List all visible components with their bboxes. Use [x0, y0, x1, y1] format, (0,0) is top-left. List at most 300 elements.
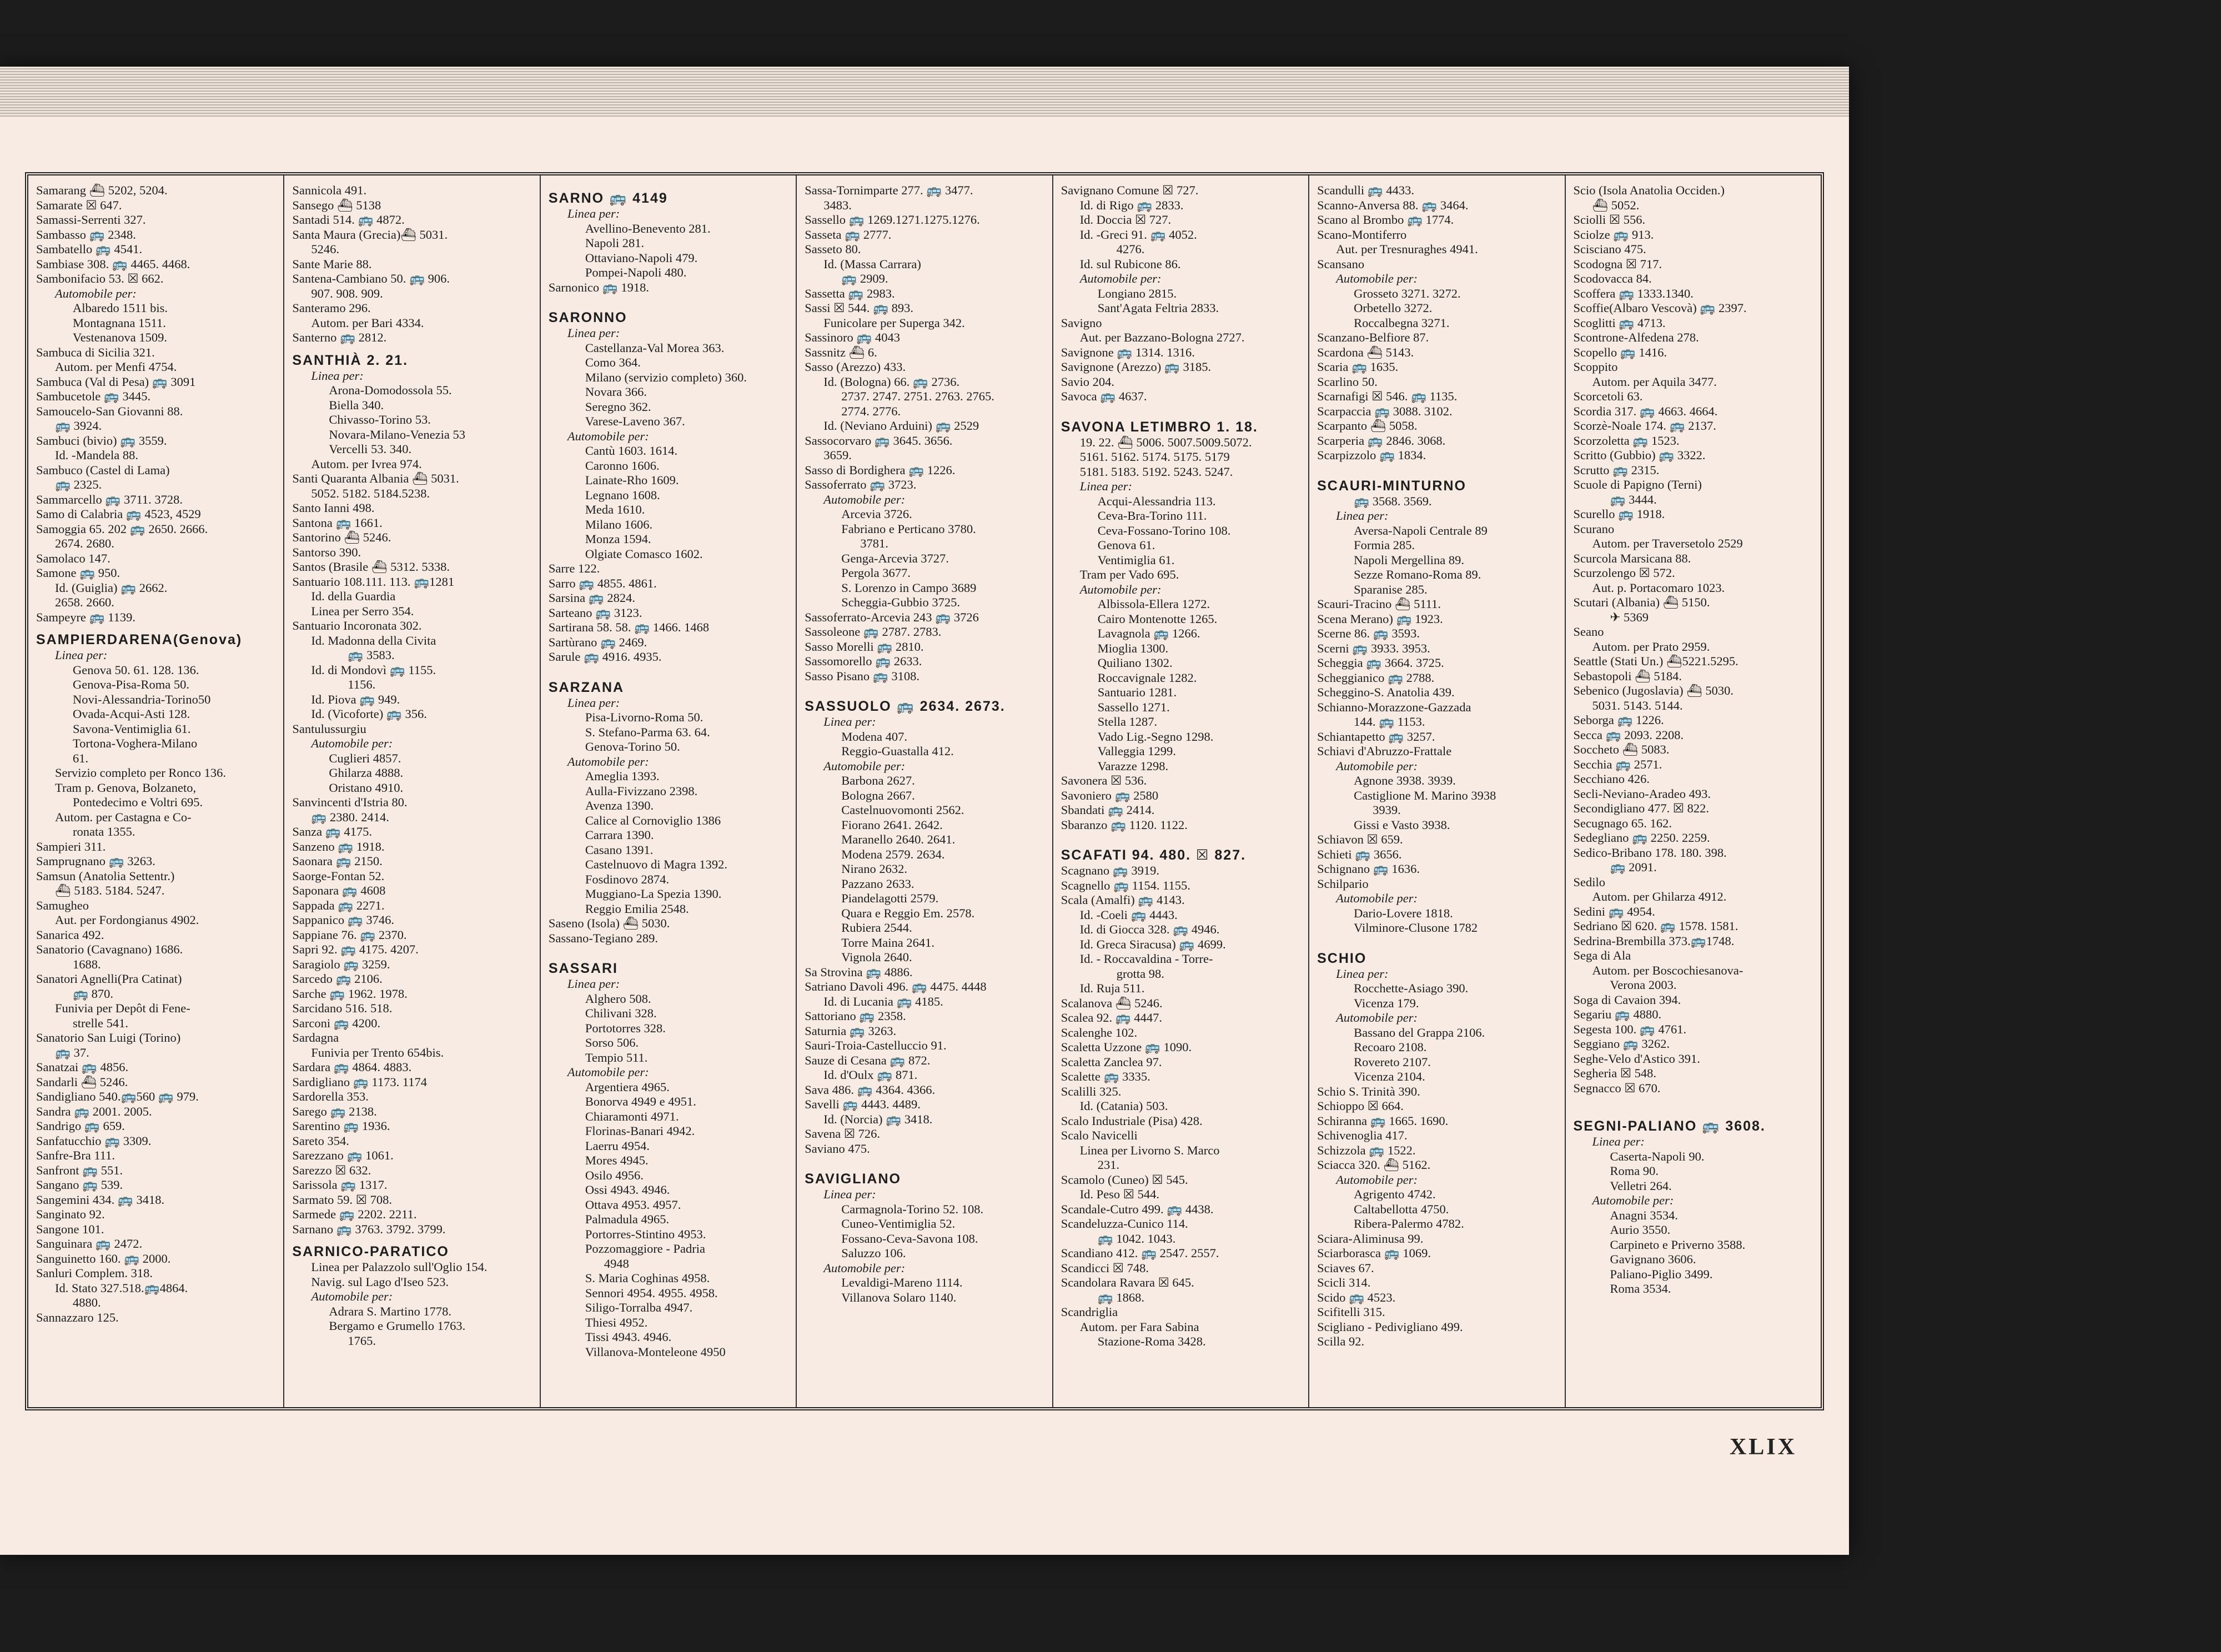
index-entry: Saponara 🚌 4608: [292, 883, 386, 897]
index-entry: Schianno-Morazzone-Gazzada: [1317, 700, 1471, 714]
index-entry: Santulussurgiu: [292, 721, 366, 736]
index-entry: Sansego ⛴ 5138: [292, 198, 381, 212]
index-entry: Sarcidano 516. 518.: [292, 1001, 393, 1015]
index-entry: Cairo Montenotte 1265.: [1097, 611, 1218, 626]
index-entry: Sappanico 🚌 3746.: [292, 913, 395, 927]
index-entry: 🚌 3444.: [1610, 492, 1657, 506]
index-entry: Scardona ⛴ 5143.: [1317, 345, 1414, 359]
index-entry: Scido 🚌 4523.: [1317, 1290, 1396, 1304]
index-entry: Santuario 1281.: [1097, 685, 1177, 699]
index-entry: Dario-Lovere 1818.: [1354, 906, 1453, 920]
entry-subheading: Automobile per:: [1336, 759, 1418, 773]
index-entry: Saorge-Fontan 52.: [292, 868, 385, 883]
index-entry: Sambasso 🚌 2348.: [36, 227, 136, 242]
index-entry: Sambonifacio 53. ☒ 662.: [36, 272, 164, 285]
index-entry: Samugheo: [36, 898, 89, 912]
column-7: [1566, 175, 1821, 1407]
index-entry: Ossi 4943. 4946.: [585, 1183, 670, 1197]
index-entry: Scaria 🚌 1635.: [1317, 360, 1399, 374]
index-entry: Scorcetoli 63.: [1573, 389, 1643, 403]
index-entry: Laerru 4954.: [585, 1138, 650, 1153]
index-entry: 🚌 3568. 3569.: [1354, 494, 1432, 508]
index-entry: Sassi ☒ 544. 🚌 893.: [805, 301, 913, 315]
index-entry: Autom. per Aquila 3477.: [1592, 374, 1717, 389]
spacer: [1061, 404, 1302, 412]
entry-subheading: Automobile per:: [1336, 1172, 1418, 1187]
index-entry: Sanatori Agnelli(Pra Catinat): [36, 972, 182, 986]
index-entry: Scerni 🚌 3933. 3953.: [1317, 641, 1430, 655]
index-entry: Vado Lig.-Segno 1298.: [1097, 729, 1214, 744]
column-1: [28, 175, 284, 1407]
index-entry: Siligo-Torralba 4947.: [585, 1300, 693, 1314]
index-entry: Sambuca (Val di Pesa) 🚌 3091: [36, 374, 196, 389]
page-number: XLIX: [1730, 1434, 1797, 1460]
index-entry: Vignola 2640.: [841, 950, 912, 964]
index-entry: Schiavon ☒ 659.: [1317, 832, 1403, 846]
index-entry: 3939.: [1373, 803, 1401, 817]
index-entry: Savignano Comune ☒ 727.: [1061, 183, 1199, 197]
index-entry: Sandigliano 540.🚌560 🚌 979.: [36, 1089, 199, 1103]
index-entry: Scandulli 🚌 4433.: [1317, 183, 1414, 197]
index-entry: Caronno 1606.: [585, 458, 660, 473]
index-entry: Samone 🚌 950.: [36, 566, 120, 580]
index-entry: Servizio completo per Ronco 136.: [55, 766, 227, 780]
index-entry: 5161. 5162. 5174. 5175. 5179: [1079, 450, 1230, 464]
index-entry: Scilla 92.: [1317, 1334, 1365, 1348]
index-entry: Sanluri Complem. 318.: [36, 1266, 153, 1280]
entry-subheading: Linea per:: [311, 368, 364, 383]
index-entry: Santos (Brasile ⛴ 5312. 5338.: [292, 560, 450, 574]
index-entry: Scontrone-Alfedena 278.: [1573, 330, 1699, 344]
index-entry: Carpineto e Priverno 3588.: [1610, 1237, 1746, 1252]
index-entry: Scigliano - Pedivigliano 499.: [1317, 1319, 1463, 1334]
index-entry: Sartirana 58. 58. 🚌 1466. 1468: [548, 620, 710, 634]
index-entry: Santerno 🚌 2812.: [292, 330, 387, 344]
entry-subheading: Linea per:: [1336, 966, 1389, 981]
index-entry: Grosseto 3271. 3272.: [1354, 286, 1461, 300]
index-entry: Sedini 🚌 4954.: [1573, 904, 1655, 918]
index-entry: Aurio 3550.: [1610, 1223, 1671, 1237]
index-entry: Sanvincenti d'Istria 80.: [292, 795, 408, 809]
index-entry: Sanfront 🚌 551.: [36, 1163, 123, 1177]
index-entry: Scalilli 325.: [1061, 1084, 1122, 1098]
index-entry: Funivia per Depôt di Fene-: [55, 1001, 190, 1015]
index-entry: Albissola-Ellera 1272.: [1097, 597, 1210, 611]
index-entry: Genova-Torino 50.: [585, 740, 680, 754]
index-entry: Sennori 4954. 4955. 4958.: [585, 1286, 718, 1300]
index-entry: Secugnago 65. 162.: [1573, 816, 1672, 830]
index-entry: Scarperia 🚌 2846. 3068.: [1317, 433, 1446, 448]
column-3: [541, 175, 797, 1407]
index-entry: Samassi-Serrenti 327.: [36, 213, 146, 227]
index-entry: Sassello 1271.: [1097, 700, 1170, 714]
index-entry: Montagnana 1511.: [73, 315, 166, 330]
index-entry: Sarezzano 🚌 1061.: [292, 1148, 394, 1162]
index-entry: Ventimiglia 61.: [1097, 553, 1175, 567]
index-entry: Sciolli ☒ 556.: [1573, 213, 1646, 227]
index-entry: 1765.: [348, 1333, 376, 1348]
column-2: [284, 175, 540, 1407]
entry-heading: SAVONA LETIMBRO 1. 18.: [1061, 419, 1258, 435]
index-entry: Chilivani 328.: [585, 1006, 657, 1020]
index-entry: Sardorella 353.: [292, 1089, 369, 1103]
index-entry: Id. (Catania) 503.: [1079, 1099, 1168, 1113]
index-entry: Savoca 🚌 4637.: [1061, 389, 1147, 403]
entry-subheading: Linea per:: [1592, 1134, 1645, 1148]
index-entry: Scauri-Tracino ⛴ 5111.: [1317, 597, 1441, 611]
index-entry: Modena 2579. 2634.: [841, 847, 945, 861]
index-entry: Samoucelo-San Giovanni 88.: [36, 404, 183, 418]
index-entry: Secca 🚌 2093. 2208.: [1573, 727, 1684, 742]
index-entry: Sassetta 🚌 2983.: [805, 286, 895, 300]
index-entry: 2774. 2776.: [841, 404, 901, 418]
index-entry: Id. (Massa Carrara): [823, 257, 921, 271]
index-entry: Sannicola 491.: [292, 183, 367, 197]
index-entry: Sassoferrato-Arcevia 243 🚌 3726: [805, 610, 979, 624]
index-entry: Sambiase 308. 🚌 4465. 4468.: [36, 257, 190, 271]
index-entry: Santadi 514. 🚌 4872.: [292, 213, 405, 227]
index-entry: Carmagnola-Torino 52. 108.: [841, 1202, 984, 1216]
index-entry: Scalea 92. 🚌 4447.: [1061, 1011, 1163, 1025]
index-entry: Avenza 1390.: [585, 799, 654, 812]
index-entry: Sauri-Troia-Castelluccio 91.: [805, 1038, 947, 1052]
index-entry: Roccavignale 1282.: [1097, 670, 1197, 685]
index-entry: Sarezzo ☒ 632.: [292, 1163, 371, 1177]
index-entry: Scaletta Uzzone 🚌 1090.: [1061, 1040, 1192, 1054]
index-entry: Chivasso-Torino 53.: [329, 413, 431, 426]
index-entry: Sassoleone 🚌 2787. 2783.: [805, 625, 942, 639]
index-entry: Autom. per Traversetolo 2529: [1592, 536, 1743, 550]
index-entry: Id. d'Oulx 🚌 871.: [823, 1068, 918, 1082]
index-entry: Sanatorio San Luigi (Torino): [36, 1031, 181, 1045]
index-entry: Tram per Vado 695.: [1079, 568, 1179, 581]
index-entry: 19. 22. ⛴ 5006. 5007.5009.5072.: [1079, 435, 1252, 449]
index-entry: Sandarli ⛴ 5246.: [36, 1074, 128, 1089]
index-entry: Autom. per Prato 2959.: [1592, 639, 1710, 654]
index-entry: Sanguinetto 160. 🚌 2000.: [36, 1251, 171, 1266]
index-entry: 3483.: [823, 198, 852, 212]
index-entry: Id. Piova 🚌 949.: [311, 692, 400, 706]
index-entry: Biella 340.: [329, 398, 384, 412]
index-entry: Scorzoletta 🚌 1523.: [1573, 433, 1680, 448]
index-entry: Paliano-Piglio 3499.: [1610, 1267, 1713, 1281]
index-entry: Sarcedo 🚌 2106.: [292, 972, 383, 986]
index-entry: Sarmede 🚌 2202. 2211.: [292, 1207, 417, 1221]
index-entry: Scio (Isola Anatolia Occiden.): [1573, 183, 1725, 197]
index-entry: Milano (servizio completo) 360.: [585, 370, 747, 384]
index-entry: Saseno (Isola) ⛴ 5030.: [548, 916, 670, 930]
index-entry: Scarlino 50.: [1317, 374, 1378, 389]
index-entry: Scansano: [1317, 257, 1365, 271]
index-entry: Stella 1287.: [1097, 715, 1158, 729]
index-entry: Sparanise 285.: [1354, 582, 1428, 596]
index-entry: Seghe-Velo d'Astico 391.: [1573, 1051, 1700, 1066]
index-entry: Scorzè-Noale 174. 🚌 2137.: [1573, 419, 1716, 433]
entry-heading: SANTHIÀ 2. 21.: [292, 352, 409, 368]
entry-heading: SAMPIERDARENA(Genova): [36, 632, 243, 647]
index-entry: Fossano-Ceva-Savona 108.: [841, 1231, 978, 1246]
index-entry: Sarsina 🚌 2824.: [548, 591, 635, 605]
index-entry: Legnano 1608.: [585, 488, 660, 502]
entry-subheading: Automobile per:: [311, 736, 393, 750]
spacer: [1317, 936, 1557, 943]
index-entry: Scaletta Zanclea 97.: [1061, 1055, 1162, 1069]
index-entry: Alghero 508.: [585, 991, 651, 1006]
index-entry: Roma 3534.: [1610, 1282, 1671, 1296]
index-entry: 🚌 3924.: [55, 419, 102, 433]
index-entry: Satriano Davoli 496. 🚌 4475. 4448: [805, 980, 987, 993]
column-5: [1053, 175, 1309, 1407]
index-entry: Sciarborasca 🚌 1069.: [1317, 1246, 1431, 1260]
index-entry: Sassello 🚌 1269.1271.1275.1276.: [805, 213, 980, 227]
entry-subheading: Automobile per:: [567, 429, 649, 443]
index-entry: Scuole di Papigno (Terni): [1573, 478, 1702, 491]
index-entry: Levaldigi-Mareno 1114.: [841, 1276, 963, 1289]
index-entry: 5246.: [311, 242, 340, 256]
index-entry: Scena Merano) 🚌 1923.: [1317, 611, 1443, 626]
index-entry: Genova 50. 61. 128. 136.: [73, 662, 199, 677]
index-entry: Sampieri 311.: [36, 839, 106, 853]
entry-subheading: Linea per:: [567, 695, 620, 710]
index-entry: Id. Greca Siracusa) 🚌 4699.: [1079, 937, 1226, 951]
index-entry: Tissi 4943. 4946.: [585, 1330, 672, 1344]
index-entry: Sasso (Arezzo) 433.: [805, 360, 906, 374]
entry-subheading: Automobile per:: [311, 1289, 393, 1303]
index-entry: Scutari (Albania) ⛴ 5150.: [1573, 595, 1710, 609]
index-entry: Argentiera 4965.: [585, 1079, 670, 1094]
index-entry: Ovada-Acqui-Asti 128.: [73, 707, 190, 721]
index-entry: Ribera-Palermo 4782.: [1354, 1217, 1464, 1231]
index-entry: Seano: [1573, 625, 1604, 639]
index-entry: Savonera ☒ 536.: [1061, 774, 1147, 787]
index-entry: Sassano-Tegiano 289.: [548, 931, 658, 945]
index-entry: 3659.: [823, 448, 852, 462]
index-entry: Tempio 511.: [585, 1050, 648, 1064]
index-entry: Sammarcello 🚌 3711. 3728.: [36, 492, 183, 506]
index-entry: Scagnano 🚌 3919.: [1061, 863, 1160, 877]
index-entry: Palmadula 4965.: [585, 1212, 670, 1226]
index-entry: Scoffera 🚌 1333.1340.: [1573, 286, 1694, 300]
index-entry: Scoglitti 🚌 4713.: [1573, 315, 1666, 330]
entry-heading: SCAURI-MINTURNO: [1317, 478, 1466, 494]
index-entry: ronata 1355.: [73, 825, 135, 838]
index-entry: Saonara 🚌 2150.: [292, 854, 383, 868]
index-entry: Sarmato 59. ☒ 708.: [292, 1192, 392, 1207]
index-entry: Id. -Greci 91. 🚌 4052.: [1079, 227, 1197, 242]
index-entry: 🚌 2380. 2414.: [311, 810, 389, 824]
index-entry: Scalo Industriale (Pisa) 428.: [1061, 1113, 1203, 1128]
entry-subheading: Automobile per:: [1336, 1011, 1418, 1025]
index-entry: Novara 366.: [585, 385, 647, 399]
index-entry: Sant'Agata Feltria 2833.: [1097, 301, 1219, 315]
index-entry: Sapri 92. 🚌 4175. 4207.: [292, 942, 419, 956]
index-entry: Savoniero 🚌 2580: [1061, 788, 1159, 802]
index-entry: 1688.: [73, 957, 101, 971]
index-entry: Scodogna ☒ 717.: [1573, 257, 1662, 271]
entry-subheading: Linea per:: [1336, 509, 1389, 523]
index-entry: Tortona-Voghera-Milano: [73, 736, 198, 750]
index-entry: Sebastopoli ⛴ 5184.: [1573, 669, 1682, 683]
index-entry: Saragiolo 🚌 3259.: [292, 957, 390, 971]
index-entry: Scandeluzza-Cunico 114.: [1061, 1217, 1188, 1231]
index-entry: Scalo Navicelli: [1061, 1128, 1138, 1142]
entry-subheading: Linea per:: [823, 715, 876, 729]
index-entry: Scano al Brombo 🚌 1774.: [1317, 213, 1454, 227]
index-entry: 🚌 2325.: [55, 478, 102, 491]
index-entry: Sassoferrato 🚌 3723.: [805, 478, 917, 491]
index-entry: Portorres-Stintino 4953.: [585, 1227, 706, 1241]
index-entry: Sareto 354.: [292, 1133, 349, 1148]
index-entry: Sedriano ☒ 620. 🚌 1578. 1581.: [1573, 919, 1738, 933]
index-entry: Schiranna 🚌 1665. 1690.: [1317, 1113, 1449, 1128]
index-entry: Sanatorio (Cavagnano) 1686.: [36, 942, 183, 956]
index-entry: Sarro 🚌 4855. 4861.: [548, 576, 657, 590]
index-entry: Sarnonico 🚌 1918.: [548, 280, 649, 294]
index-entry: Sartùrano 🚌 2469.: [548, 635, 647, 649]
index-entry: Como 364.: [585, 355, 641, 369]
index-entry: Schivenoglia 417.: [1317, 1128, 1408, 1142]
index-entry: Secchia 🚌 2571.: [1573, 757, 1662, 771]
index-entry: Scandriglia: [1061, 1305, 1118, 1319]
index-entry: Scoppito: [1573, 360, 1618, 374]
index-entry: Autom. per Ivrea 974.: [311, 456, 422, 471]
index-entry: 1156.: [348, 677, 376, 691]
entry-heading: SARNO 🚌 4149: [548, 190, 668, 206]
index-entry: Mores 4945.: [585, 1153, 649, 1167]
index-entry: Santo Ianni 498.: [292, 501, 375, 515]
index-entry: Id. (Bologna) 66. 🚌 2736.: [823, 374, 960, 389]
index-entry: Soga di Cavaion 394.: [1573, 992, 1681, 1007]
index-entry: Ceva-Fossano-Torino 108.: [1097, 523, 1231, 538]
index-entry: Cantù 1603. 1614.: [585, 444, 678, 458]
index-entry: Monza 1594.: [585, 532, 651, 546]
index-entry: Samarate ☒ 647.: [36, 198, 122, 212]
index-entry: Id. -Coeli 🚌 4443.: [1079, 907, 1178, 922]
index-entry: Sebenico (Jugoslavia) ⛴ 5030.: [1573, 684, 1734, 697]
index-entry: Reggio-Guastalla 412.: [841, 744, 954, 758]
index-entry: Sambatello 🚌 4541.: [36, 242, 143, 256]
index-entry: Id. di Lucania 🚌 4185.: [823, 994, 943, 1008]
entry-subheading: Linea per:: [567, 326, 620, 340]
index-entry: Santorino ⛴ 5246.: [292, 530, 391, 544]
index-entry: Sega di Ala: [1573, 948, 1631, 962]
index-entry: Id. -Mandela 88.: [55, 448, 138, 462]
index-entry: Scritto (Gubbio) 🚌 3322.: [1573, 448, 1706, 462]
index-entry: Scarpizzolo 🚌 1834.: [1317, 448, 1426, 462]
index-entry: Samarang ⛴ 5202, 5204.: [36, 183, 168, 197]
spacer: [1317, 463, 1557, 471]
index-entry: Pozzomaggiore - Padria: [585, 1242, 706, 1256]
index-entry: Vicenza 2104.: [1354, 1069, 1425, 1083]
index-entry: Scifitelli 315.: [1317, 1305, 1385, 1319]
entry-heading: SCHIO: [1317, 950, 1367, 966]
entry-subheading: Automobile per:: [823, 759, 906, 773]
entry-heading: SARNICO-PARATICO: [292, 1244, 449, 1259]
index-entry: Vestenanova 1509.: [73, 330, 167, 344]
index-entry: Sampeyre 🚌 1139.: [36, 610, 136, 624]
index-entry: Sarnano 🚌 3763. 3792. 3799.: [292, 1222, 446, 1236]
index-entry: Sasso Pisano 🚌 3108.: [805, 669, 920, 683]
index-entry: Sedico-Bribano 178. 180. 398.: [1573, 845, 1727, 860]
index-entry: 2737. 2747. 2751. 2763. 2765.: [841, 389, 994, 403]
index-entry: 5031. 5143. 5144.: [1592, 698, 1683, 712]
index-entry: Rocchette-Asiago 390.: [1354, 981, 1469, 995]
index-entry: Scalenghe 102.: [1061, 1025, 1138, 1040]
index-entry: Scurano: [1573, 521, 1615, 536]
index-entry: Sanatzai 🚌 4856.: [36, 1060, 129, 1074]
index-entry: Sappada 🚌 2271.: [292, 898, 385, 912]
index-entry: strelle 541.: [73, 1016, 128, 1030]
index-entry: Secondigliano 477. ☒ 822.: [1573, 801, 1710, 815]
index-entry: Id. Doccia ☒ 727.: [1079, 213, 1172, 227]
index-entry: Schiavi d'Abruzzo-Frattale: [1317, 744, 1452, 758]
entry-heading: SEGNI-PALIANO 🚌 3608.: [1573, 1118, 1766, 1134]
entry-subheading: Automobile per:: [55, 286, 137, 300]
index-entry: Sasso Morelli 🚌 2810.: [805, 639, 924, 654]
index-entry: Sanfatucchio 🚌 3309.: [36, 1133, 152, 1148]
index-entry: Lavagnola 🚌 1266.: [1097, 626, 1200, 640]
index-entry: 🚌 2091.: [1610, 860, 1657, 874]
index-entry: Santena-Cambiano 50. 🚌 906.: [292, 272, 450, 285]
index-entry: Autom. per Castagna e Co-: [55, 810, 192, 824]
index-entry: Segheria ☒ 548.: [1573, 1066, 1657, 1080]
spacer: [549, 295, 789, 303]
index-entry: Scheggia-Gubbio 3725.: [841, 595, 960, 609]
index-entry: Scheggino-S. Anatolia 439.: [1317, 685, 1455, 699]
index-entry: Sanguinara 🚌 2472.: [36, 1237, 143, 1251]
index-entry: 4948: [604, 1256, 629, 1271]
index-entry: Sardara 🚌 4864. 4883.: [292, 1060, 412, 1074]
index-entry: Id. (Guiglia) 🚌 2662.: [55, 580, 168, 595]
index-entry: Varazze 1298.: [1097, 759, 1169, 773]
index-entry: Caserta-Napoli 90.: [1610, 1149, 1705, 1163]
index-entry: Sciaves 67.: [1317, 1261, 1374, 1275]
index-entry: Savelli 🚌 4443. 4489.: [805, 1097, 921, 1111]
index-entry: Id. Ruja 511.: [1079, 981, 1145, 995]
entry-subheading: Linea per:: [567, 977, 620, 991]
index-entry: Sassomorello 🚌 2633.: [805, 654, 922, 668]
index-entry: Linea per Livorno S. Marco: [1079, 1143, 1220, 1157]
index-entry: Saturnia 🚌 3263.: [805, 1023, 897, 1038]
index-entry: Longiano 2815.: [1097, 286, 1177, 300]
index-entry: Albaredo 1511 bis.: [73, 301, 168, 315]
index-entry: Sarconi 🚌 4200.: [292, 1016, 381, 1030]
index-entry: Id. Peso ☒ 544.: [1079, 1187, 1159, 1201]
index-entry: Linea per Serro 354.: [311, 604, 414, 618]
index-entry: Segariu 🚌 4880.: [1573, 1007, 1662, 1021]
index-entry: 2674. 2680.: [55, 536, 114, 550]
index-entry: Scarpaccia 🚌 3088. 3102.: [1317, 404, 1453, 418]
index-entry: Id. (Norcia) 🚌 3418.: [823, 1112, 933, 1126]
entry-heading: SASSARI: [548, 961, 618, 976]
index-entry: Villanova Solaro 1140.: [841, 1290, 957, 1304]
index-entry: Maranello 2640. 2641.: [841, 832, 956, 846]
index-entry: Autom. per Bari 4334.: [311, 315, 424, 330]
index-entry: Linea per Palazzolo sull'Oglio 154.: [311, 1260, 488, 1274]
index-entry: Castelnuovomonti 2562.: [841, 803, 964, 817]
entry-subheading: Linea per:: [823, 1187, 876, 1201]
index-entry: Sbaranzo 🚌 1120. 1122.: [1061, 817, 1188, 832]
index-entry: Aversa-Napoli Centrale 89: [1354, 523, 1488, 538]
index-entry: Ghilarza 4888.: [329, 766, 404, 780]
index-entry: Aut. per Tresnuraghes 4941.: [1336, 242, 1478, 256]
index-entry: Scandicci ☒ 748.: [1061, 1261, 1149, 1275]
index-entry: grotta 98.: [1116, 966, 1164, 981]
index-entry: Sannazzaro 125.: [36, 1310, 119, 1324]
index-entry: Velletri 264.: [1610, 1178, 1672, 1193]
index-entry: Calice al Cornoviglio 1386: [585, 813, 721, 827]
index-entry: Bonorva 4949 e 4951.: [585, 1094, 696, 1108]
